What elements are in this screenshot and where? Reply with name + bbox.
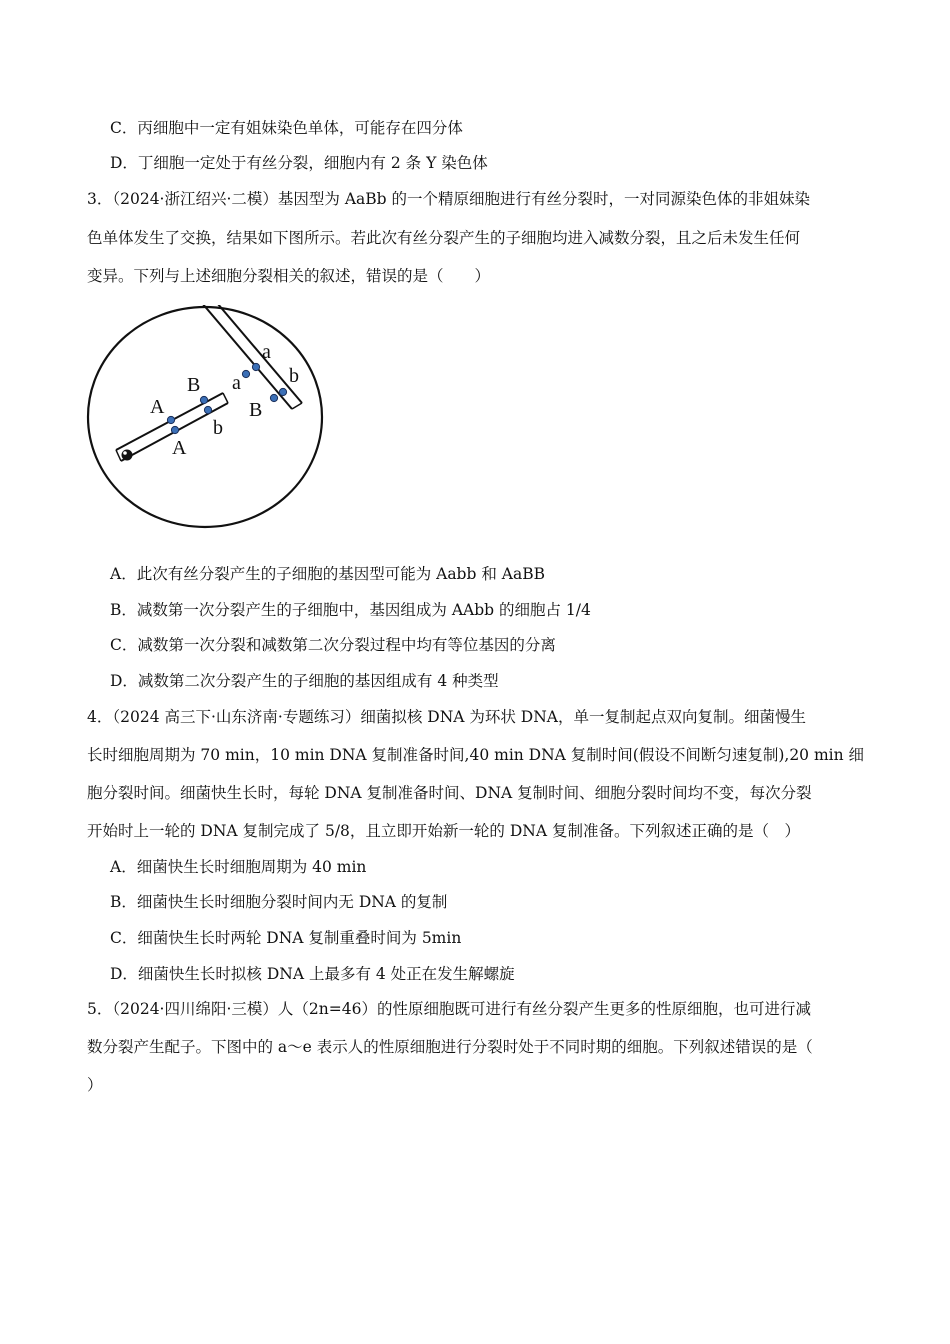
q3-option-c: C．减数第一次分裂和减数第二次分裂过程中均有等位基因的分离 bbox=[110, 636, 556, 654]
q3-option-d: D．减数第二次分裂产生的子细胞的基因组成有 4 种类型 bbox=[110, 672, 499, 690]
locus-A-2 bbox=[171, 426, 178, 433]
q5-stem-line-2: 数分裂产生配子。下图中的 a～e 表示人的性原细胞进行分裂时处于不同时期的细胞。下列叙述错误的是（ bbox=[87, 1038, 813, 1056]
locus-A-1 bbox=[167, 416, 174, 423]
label-b-right: b bbox=[289, 365, 299, 387]
chromatid-upper-2 bbox=[212, 305, 302, 403]
locus-a-2 bbox=[252, 363, 259, 370]
q4-stem-line-2: 长时细胞周期为 70 min，10 min DNA 复制准备时间,40 min DNA 复制时间(假设不间断匀速复制),20 min 细 bbox=[87, 746, 865, 764]
q3-stem-line-1: 3．（2024·浙江绍兴·二模）基因型为 AaBb 的一个精原细胞进行有丝分裂时，一对同源染色体的非姐妹染 bbox=[87, 190, 811, 208]
label-B-upper: B bbox=[187, 374, 201, 396]
cell-outline bbox=[88, 307, 322, 527]
q3-option-a: A．此次有丝分裂产生的子细胞的基因型可能为 Aabb 和 AaBB bbox=[110, 565, 545, 583]
q4-option-a: A．细菌快生长时细胞周期为 40 min bbox=[110, 858, 367, 876]
locus-b-2 bbox=[204, 406, 211, 413]
chromosome-crossover-figure bbox=[86, 305, 326, 535]
q4-option-d: D．细菌快生长时拟核 DNA 上最多有 4 处正在发生解螺旋 bbox=[110, 965, 515, 983]
q4-option-b: B．细菌快生长时细胞分裂时间内无 DNA 的复制 bbox=[110, 893, 448, 911]
label-a-upper: a bbox=[262, 341, 271, 363]
label-B-lower: B bbox=[249, 399, 263, 421]
q4-stem-line-3: 胞分裂时间。细菌快生长时，每轮 DNA 复制准备时间、DNA 复制时间、细胞分裂时间均不变，每次分裂 bbox=[87, 784, 812, 802]
q3-stem-line-2: 色单体发生了交换，结果如下图所示。若此次有丝分裂产生的子细胞均进入减数分裂，且之后未发生任何 bbox=[87, 229, 801, 247]
q3-stem-line-3: 变异。下列与上述细胞分裂相关的叙述，错误的是（ ） bbox=[87, 267, 491, 285]
q4-option-c: C．细菌快生长时两轮 DNA 复制重叠时间为 5min bbox=[110, 929, 462, 947]
q2-option-d: D．丁细胞一定处于有丝分裂，细胞内有 2 条 Y 染色体 bbox=[110, 154, 488, 172]
cell-diagram bbox=[86, 305, 326, 535]
label-A-lower: A bbox=[172, 437, 187, 459]
locus-B-1 bbox=[270, 394, 277, 401]
label-A-upper: A bbox=[150, 396, 165, 418]
chromatid-upper-1 bbox=[202, 305, 292, 409]
q2-option-c: C．丙细胞中一定有姐妹染色单体，可能存在四分体 bbox=[110, 119, 463, 137]
locus-B-2 bbox=[200, 396, 207, 403]
q4-stem-line-4: 开始时上一轮的 DNA 复制完成了 5/8，且立即开始新一轮的 DNA 复制准备。下列叙述正确的是（ ） bbox=[87, 822, 800, 840]
label-a-left: a bbox=[232, 372, 241, 394]
q5-stem-line-1: 5．（2024·四川绵阳·三模）人（2n=46）的性原细胞既可进行有丝分裂产生更多的性原细胞，也可进行减 bbox=[87, 1000, 811, 1018]
q3-option-b: B．减数第一次分裂产生的子细胞中，基因组成为 AAbb 的细胞占 1/4 bbox=[110, 601, 591, 619]
locus-a-1 bbox=[242, 370, 249, 377]
q4-stem-line-1: 4．（2024 高三下·山东济南·专题练习）细菌拟核 DNA 为环状 DNA，单一复制起点双向复制。细菌慢生 bbox=[87, 708, 806, 726]
label-b-lower: b bbox=[213, 417, 223, 439]
q5-stem-line-3: ） bbox=[87, 1076, 103, 1094]
centromere-lower bbox=[122, 450, 133, 461]
locus-b-1 bbox=[279, 388, 286, 395]
